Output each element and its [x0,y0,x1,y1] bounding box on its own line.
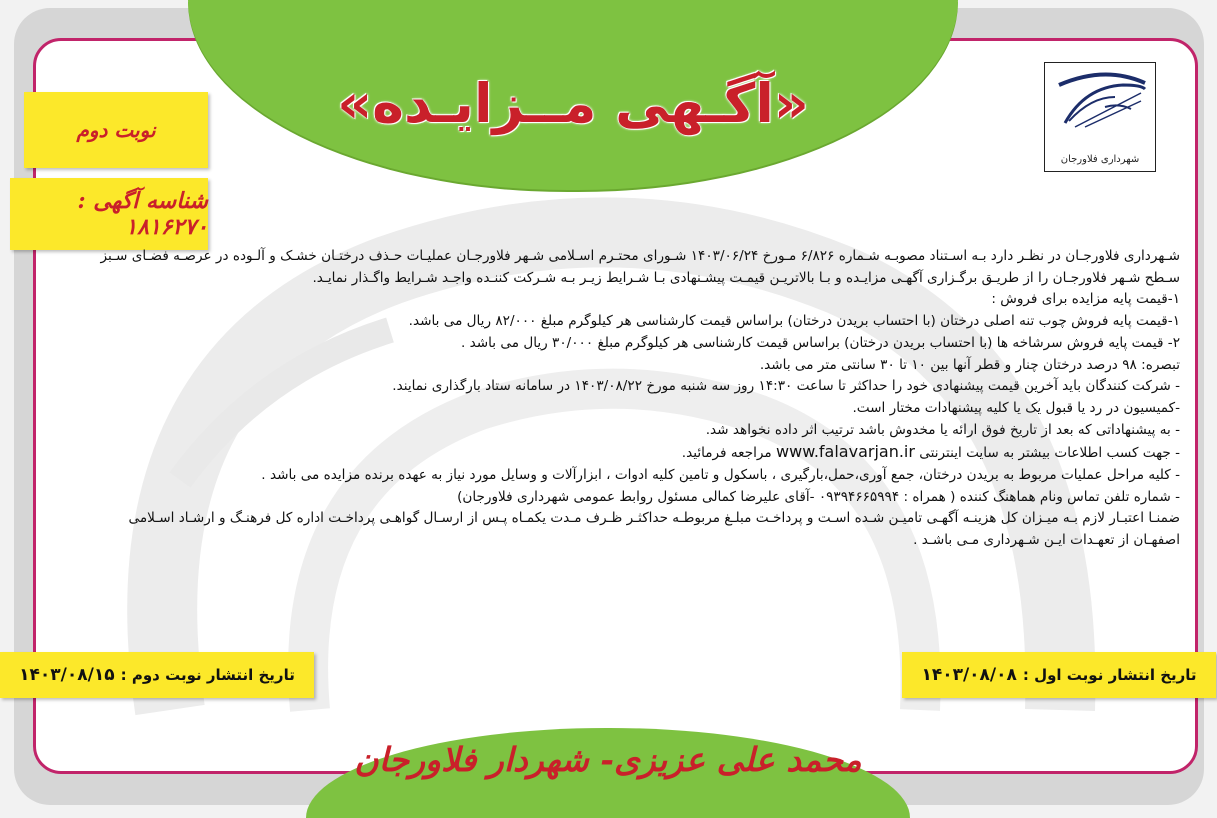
website-prefix: - جهت کسب اطلاعات بیشتر به سایت اینترنتی [919,445,1180,462]
intro-line: سـطح شـهر فلاورجـان را از طریـق برگـزاری آگهـی مزایـده و بـا بالاتریـن قیمـت پیشـنهادی بـا شـرایط زیـر بـه شـرکت کننـده واجـد شـرایط واگـذار نمایـد. [312,269,1180,286]
first-publish-date [902,652,1216,698]
turn-badge: نوبت دوم [24,92,208,168]
logo-caption: شهرداری فلاورجان [1060,154,1140,165]
website-suffix: مراجعه فرمائید. [681,445,772,462]
second-date-value: ۱۴۰۳/۰۸/۱۵ [19,665,115,685]
list-item: - کلیه مراحل عملیات مربوط به بریدن درختان، جمع آوری،حمل،بارگیری ، باسکول و تامین کلیه ادوات ، ابزارآلات و وسایل مورد نیاز به عهده برنده مزایده می باشد . [261,467,1180,484]
website-line [52,441,1180,465]
website-link[interactable]: www.falavarjan.ir [776,442,915,462]
list-item: ۲- قیمت پایه فروش سرشاخه ها (با احتساب بریدن درختان) براساس قیمت کارشناسی هر کیلوگرم مبلغ ۳۰/۰۰۰ ریال می باشد . [461,334,1180,351]
second-publish-date [0,652,314,698]
ad-id-badge: شناسه آگهی : ۱۸۱۶۲۷۰ [10,178,208,250]
notice-body [52,246,1180,552]
bridge-emblem-icon [1045,63,1155,143]
first-date-label: تاریخ انتشار نوبت اول : [1022,666,1197,684]
first-date-value: ۱۴۰۳/۰۸/۰۸ [921,665,1017,685]
list-item: - به پیشنهاداتی که بعد از تاریخ فوق ارائه یا مخدوش باشد ترتیب اثر داده نخواهد شد. [705,421,1180,438]
list-item: ۱-قیمت پایه مزایده برای فروش : [991,291,1180,308]
note-line: تبصره: ۹۸ درصد درختان چنار و قطر آنها بین ۱۰ تا ۳۰ سانتی متر می باشد. [759,356,1180,373]
list-item: -کمیسیون در رد یا قبول یک یا کلیه پیشنهادات مختار است. [852,399,1180,416]
list-item: ۱-قیمت پایه فروش چوب تنه اصلی درختان (با احتساب بریدن درختان) براساس قیمت کارشناسی هر کیلوگرم مبلغ ۸۲/۰۰۰ ریال می باشد. [408,313,1180,330]
intro-line: شـهرداری فلاورجـان در نظـر دارد بـه اسـتناد مصوبـه شـماره ۶/۸۲۶ مـورخ ۱۴۰۳/۰۶/۲۴ شـورای محتـرم اسـلامی شـهر فلاورجـان عملیـات حـذف درختـان خشـک و آلـوده در عرصـه فضـای سـبز [100,248,1180,264]
municipality-logo [1044,62,1156,172]
list-item: - شماره تلفن تماس ونام هماهنگ کننده ( همراه : ۰۹۳۹۴۶۶۵۹۹۴ -آقای علیرضا کمالی مسئول روابط عمومی شهرداری فلاورجان) [457,488,1180,505]
funding-line: ضمنـا اعتبـار لازم بـه میـزان کل هزینـه آگهـی تامیـن شـده اسـت و پرداخـت مبلـغ مربوطـه حداکثـر ظـرف مـدت یکمـاه پـس از ارسـال گواهـی پرداخـت اداره کل فرهنـگ و ارشـاد اسـلامی [128,510,1180,527]
funding-line: اصفهـان از تعهـدات ایـن شـهرداری مـی باشـد . [913,532,1180,549]
second-date-label: تاریخ انتشار نوبت دوم : [120,666,295,684]
mayor-signature: محمد علی عزیزی- شهردار فلاورجان [354,740,862,779]
page-title: «آگـهی مــزایـده» [337,72,809,135]
list-item: - شرکت کنندگان باید آخرین قیمت پیشنهادی خود را حداکثر تا ساعت ۱۴:۳۰ روز سه شنبه مورخ ۱۴۰۳/۰۸/۲۲ در سامانه ستاد بارگذاری نمایند. [392,378,1180,395]
